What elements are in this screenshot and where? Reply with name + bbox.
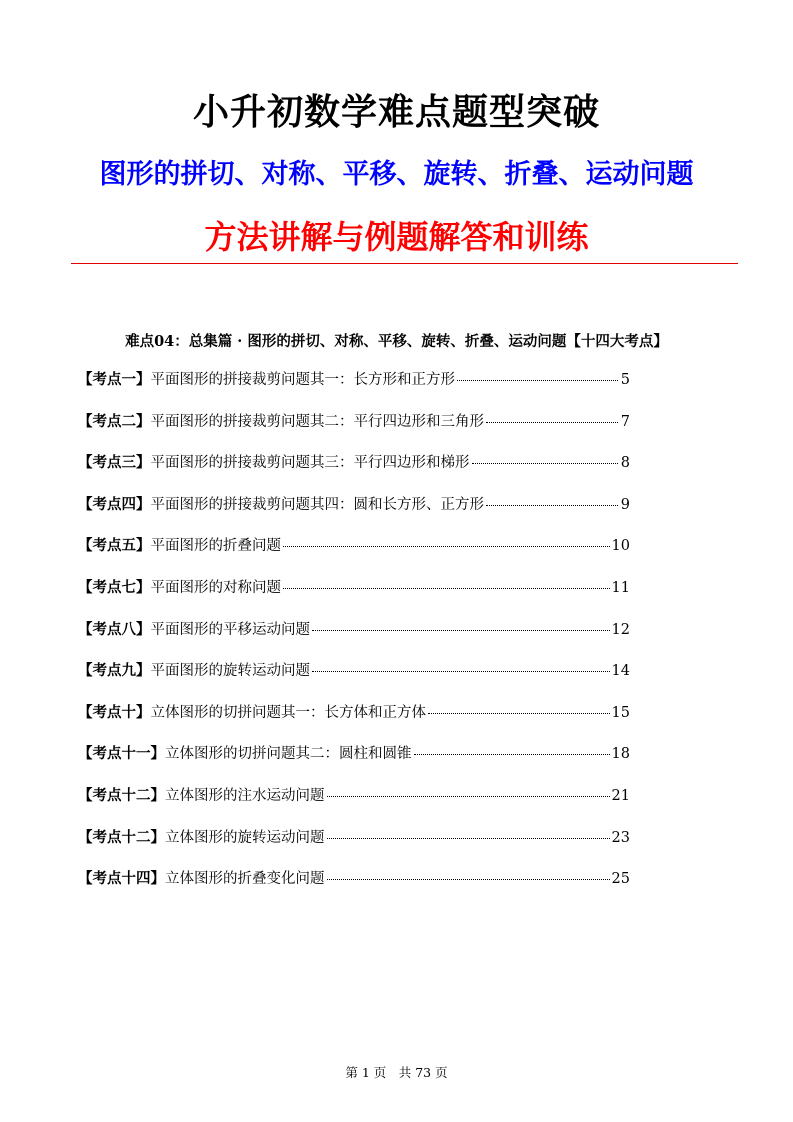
dot-leader <box>327 879 610 880</box>
toc-entry-label: 【考点三】 <box>78 454 151 472</box>
toc-entry-label: 【考点十】 <box>78 703 151 721</box>
dot-leader <box>327 796 610 797</box>
toc-entry[interactable] <box>78 826 630 868</box>
toc-entry-label: 【考点二】 <box>78 412 151 430</box>
toc-entry-label: 【考点一】 <box>78 371 151 388</box>
toc-entry-page: 10 <box>611 538 630 555</box>
toc-entry[interactable] <box>78 493 630 535</box>
toc-entry-title: 立体图形的注水运动问题 <box>165 787 325 804</box>
topic-subtitle: 图形的拼切、对称、平移、旋转、折叠、运动问题 <box>99 159 694 190</box>
toc-entry-label: 【考点九】 <box>78 662 151 680</box>
toc-entry-page: 18 <box>611 746 630 763</box>
toc-entry-page: 12 <box>611 621 630 638</box>
dot-leader <box>486 422 618 423</box>
toc-entry[interactable] <box>78 742 630 784</box>
toc-entry-label: 【考点八】 <box>78 620 151 638</box>
toc-entry-label: 【考点十二】 <box>78 828 165 846</box>
dot-leader <box>414 754 610 755</box>
toc-entry[interactable] <box>78 784 630 826</box>
toc-entry[interactable] <box>78 618 630 660</box>
toc-entry-label: 【考点十一】 <box>78 745 165 763</box>
toc-entry-title: 平面图形的平移运动问题 <box>150 621 310 638</box>
toc-entry[interactable] <box>78 410 630 452</box>
toc-entry[interactable] <box>78 576 630 618</box>
toc-entry-page: 9 <box>620 496 630 513</box>
toc-entry-page: 21 <box>611 787 630 804</box>
toc-entry[interactable] <box>78 451 630 493</box>
toc-entry-page: 15 <box>611 704 630 721</box>
toc-entry-page: 14 <box>611 663 630 680</box>
toc-entry-title: 平面图形的拼接裁剪问题其二：平行四边形和三角形 <box>150 413 484 430</box>
toc-entry-title: 立体图形的旋转运动问题 <box>165 829 325 846</box>
table-of-contents <box>78 368 630 909</box>
toc-entry[interactable] <box>78 659 630 701</box>
toc-entry-title: 立体图形的切拼问题其二：圆柱和圆锥 <box>165 746 412 763</box>
page-footer: 第 1 页 共 73 页 <box>345 1065 448 1080</box>
toc-entry[interactable] <box>78 368 630 410</box>
toc-entry-page: 5 <box>620 372 630 388</box>
toc-entry-label: 【考点五】 <box>78 537 151 555</box>
toc-entry-page: 8 <box>620 455 630 472</box>
dot-leader <box>486 505 618 506</box>
toc-entry-page: 23 <box>611 829 630 846</box>
toc-entry-title: 立体图形的折叠变化问题 <box>165 871 325 888</box>
method-subtitle: 方法讲解与例题解答和训练 <box>204 218 589 256</box>
toc-entry-title: 平面图形的拼接裁剪问题其四：圆和长方形、正方形 <box>150 496 484 513</box>
toc-entry-label: 【考点七】 <box>78 578 151 596</box>
toc-entry-title: 平面图形的拼接裁剪问题其一：长方形和正方形 <box>150 372 455 388</box>
toc-entry-title: 平面图形的对称问题 <box>150 579 281 596</box>
toc-heading: 难点04：总集篇 · 图形的拼切、对称、平移、旋转、折叠、运动问题【十四大考点】 <box>125 333 668 350</box>
toc-entry-title: 平面图形的拼接裁剪问题其三：平行四边形和梯形 <box>150 455 470 472</box>
dot-leader <box>457 380 618 381</box>
toc-entry-label: 【考点四】 <box>78 495 151 513</box>
title-divider <box>71 263 738 264</box>
dot-leader <box>312 630 610 631</box>
dot-leader <box>327 838 610 839</box>
toc-entry-title: 平面图形的旋转运动问题 <box>150 663 310 680</box>
dot-leader <box>428 713 610 714</box>
toc-entry[interactable] <box>78 701 630 743</box>
toc-entry-title: 平面图形的折叠问题 <box>150 538 281 555</box>
dot-leader <box>472 463 619 464</box>
dot-leader <box>312 671 610 672</box>
dot-leader <box>283 588 610 589</box>
document-title: 小升初数学难点题型突破 <box>192 92 600 133</box>
toc-entry-page: 11 <box>611 579 630 596</box>
toc-entry[interactable] <box>78 867 630 909</box>
toc-entry-page: 7 <box>620 413 630 430</box>
dot-leader <box>283 546 610 547</box>
toc-entry-label: 【考点十二】 <box>78 786 165 804</box>
toc-entry-page: 25 <box>611 871 630 888</box>
toc-entry-label: 【考点十四】 <box>78 870 165 888</box>
toc-entry[interactable] <box>78 534 630 576</box>
toc-entry-title: 立体图形的切拼问题其一：长方体和正方体 <box>150 704 426 721</box>
